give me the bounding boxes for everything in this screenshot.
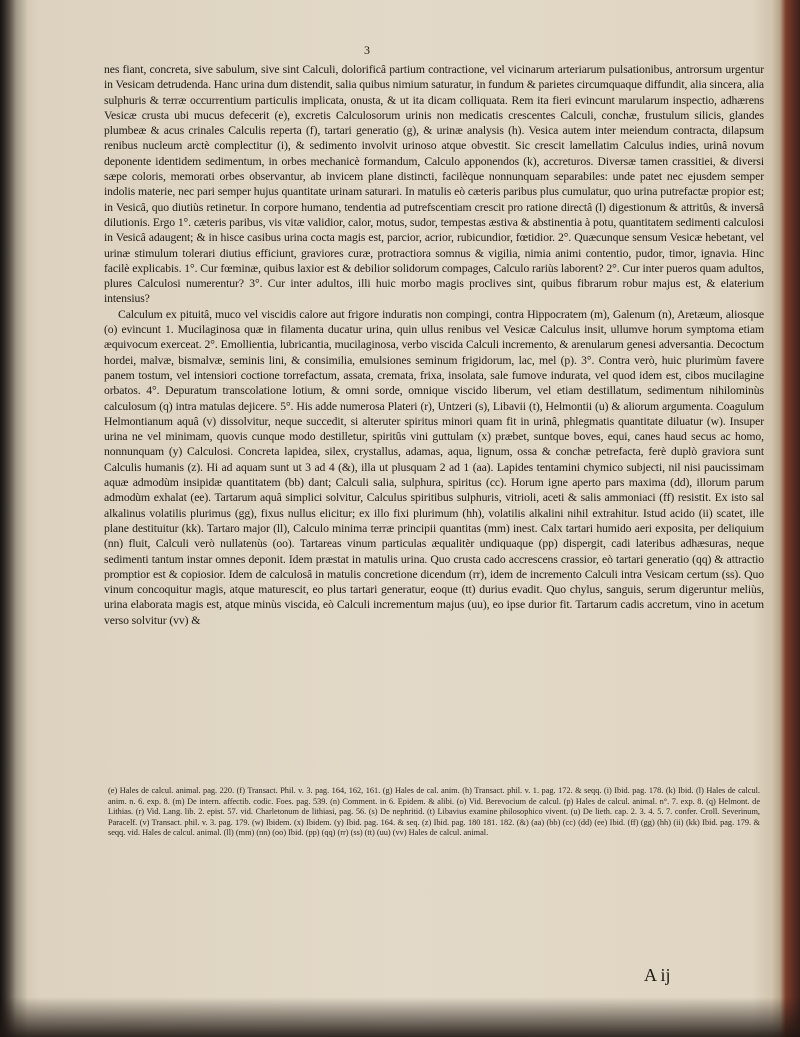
page-number: 3 [364,43,370,57]
footnotes [108,786,760,839]
paragraph-2: Calculum ex pituitâ, muco vel viscidis calore aut frigore induratis non compingi, contra Hippocratem (m), Galenum (n), Aretæum, aliosque (o) evincunt 1. Mucilaginosa quæ in filamenta ducatur urina, quin ullus renibus vel Vesicæ Calculus insit, ullumve horum symptoma etiam æquivocum exerceat. 2°. Emollientia, lubricantia, mucilaginosa, verbo viscida Calculi incremento, & arenularum genesi adversantia. Decoctum hordei, malvæ, bismalvæ, seminis lini, & consimilia, emulsiones seminum frigidorum, lac, mel (p). 3°. Contra verò, huic plurimùm favere panem tostum, vel intensiori coctione torrefactum, assata, cremata, frixa, insolata, sale fumove indurata, vel quod idem est, cibos mucilagine orbatos. 4°. Depuratum transcolatione lotium, & omni sorde, omnique viscido liberum, vel etiam destillatum, sedimentum nihilominùs calculosum (q) intra matulas dejicere. 5°. His adde numerosa Plateri (r), Untzeri (s), Libavii (t), Helmontii (u) & aliorum argumenta. Coagulum Helmontianum aquâ (v) dissolvitur, neque succedit, si alteruter spiritus minori quam fit in urinâ, phlegmatis quantitate diluatur (w). Insuper urina ne vel minimam, quovis cunque modo destilletur, spiritûs vini guttulam (x) præbet, suntque boves, equi, canes haud secus ac homo, nonnunquam (y) Calculosi. Concreta lapidea, silex, crystallus, adamas, aqua, lignum, ossa & conchæ petrefacta, ferè duplò graviora sunt Calculis humanis (z). Hi ad aquam sunt ut 3 ad 4 (&), illa ut plusquam 2 ad 1 (aa). Lapides tentamini chymico subjecti, nil nisi paucissimam aquæ admodùm insipidæ quantitatem (bb) dant; Calculi salia, sulphura, spiritus (cc). Horum igne aperto pars maxima (dd), illorum parum admodùm exhalat (ee). Tartarum aquâ simplici solvitur, Calculus spiritibus sulphuris, vitrioli, aceti & salis ammoniaci (ff) resistit. Ex isto sal alkalinus volatilis plurimus (gg), fixus nullus elicitur; ex illo fixi plurimum (hh), volatilis alkalini nihil extrahitur. Istud acido (ii) scatet, ille plane destituitur (kk). Tartaro major (ll), Calculo minima terræ principii quantitas (mm) inest. Calx tartari humido aeri exposita, per deliquium (nn) fluit, Calculi verò nullatenùs (oo). Tartareas vinum particulas æqualitèr undiquaque (pp) dispergit, cadi lateribus adhæsuras, neque sedimenti tantum instar omnes deponit. Idem præstat in matulis urina. Quo crusta cado accrescens crassior, eò tartari generatio (qq) & attractio promptior est & copiosior. Idem de calculosâ in matulis concretione dicendum (rr), idem de incremento Calculi intra Vesicam certum (ss). Quo vinum concoquitur magis, atque maturescit, eo plus tartari generatur, eoque (tt) durius evadit. Quo chylus, sanguis, serum digeruntur meliùs, urina elaborata magis est, atque minùs viscida, eò Calculi incrementum majus (uu), eo ipse durior fit. Tartarum cadis accretum, vino in acetum verso solvitur (vv) & [104,307,764,627]
body-text [104,62,764,628]
book-gutter-shadow [0,0,28,1037]
book-cover-edge [770,0,800,1037]
page-content [104,44,764,1010]
footnote-block: (e) Hales de calcul. animal. pag. 220. (f) Transact. Phil. v. 3. pag. 164, 162, 161. (g) Hales de cal. anim. (h) Transact. phil. v. 1. pag. 172. & seqq. (i) Ibid. pag. 178. (k) Ibid. (l) Hales de calcul. anim. n. 6. exp. 8. (m) De intern. affectib. codic. Foes. pag. 539. (n) Comment. in 6. Epidem. & alibi. (o) Vid. Berevocium de calcul. (p) Hales de calcul. animal. n°. 7. exp. 8. (q) Helmont. de Lithias. (r) Vid. Lang. lib. 2. epist. 57. vid. Charletonum de lithiasi, pag. 56. (s) De nephritid. (t) Libavius examine philosophico vivent. (u) De lieth. cap. 2. 3. 4. 5. 7. confer. Croll. Severinum, Paracelf. (v) Transact. phil. v. 3. pag. 179. (w) Ibidem. (x) Ibidem. (y) Ibid. pag. 164. & seq. (z) Ibid. pag. 180 181. 182. (&) (aa) (bb) (cc) (dd) (ee) Ibid. (ff) (gg) (hh) (ii) (kk) Ibid. pag. 179. & seqq. vid. Hales de calcul. animal. (ll) (mm) (nn) (oo) Ibid. (pp) (qq) (rr) (ss) (tt) (uu) (vv) Hales de calcul. animal. [108,786,760,838]
paragraph-1: nes fiant, concreta, sive sabulum, sive sint Calculi, dolorificâ partium contractione, vel vicinarum arteriarum pulsationibus, antrorsum urgentur in Vesicam detrudenda. Hanc urina dum distendit, salia quibus nimium saturatur, in fundum & parietes circumquaque diffundit, alia sincera, alia sulphuris & terræ occurrentium particulis implicata, onusta, & ut ita dicam colliquata. Rem ita fieri evincunt marularum inspectio, adhærens Vesicæ crusta ubi mucus defecerit (e), excretis Calculosorum urinis non medicatis crescentes Calculi, conchæ, frustulum silicis, glandes plumbeæ & acus crinales Calculis reperta (f), tartari generatio (g), & urinæ analysis (h). Vesica autem inter meiendum contracta, dilapsum renibus nucleum arctè complectitur (i), & sedimento involvit urinoso atque obvestit. Sic crescit lamellatim Calculus indies, urinâ novum deponente identidem sedimentum, in orbes mechanicè formandum, Calculo apponendos (k), accreturos. Diversæ tamen crassitiei, & diversi sæpe coloris, memorati orbes observantur, ab invicem plane distincti, facilèque nonnunquam separabiles: unde patet nec ejusdem semper indolis materie, nec pari semper hujus quantitate urinam saturari. In matulis eò cæteris paribus plus cumulatur, quo urina putrefactæ propior est; in Vesicâ, quo diutiùs retinetur. In corpore humano, tendentia ad putrefscentiam crescit pro ratione directâ (l) digestionum & attritûs, & inversâ dilutionis. Ergo 1°. cæteris paribus, vis vitæ validior, calor, motus, sudor, tempestas æstiva & abstinentia à potu, quantitatem sedimenti calculosi in Vesicâ adaugent; & in hisce casibus urina cocta magis est, parcior, acrior, rubicundior, fœtidior. 2°. Quæcunque sensum Vesicæ hebetant, vel urinæ stimulum tolerari diutius efficiunt, graviores curæ, protractiora somnus & vigilia, nimia animi contentio, pudor, timor, ignavia. Hinc facilè explicabis. 1°. Cur fœminæ, quibus laxior est & debilior solidorum compages, Calculo rariùs laborent? 2°. Cur inter pueros quam adultos, plures Calculosi numerentur? 3°. Cur inter adultos, illi huic morbo magis proclives sint, quibus fibrarum robur majus est, & elaterium intensius? [104,63,764,306]
signature-mark: A ij [644,965,671,985]
